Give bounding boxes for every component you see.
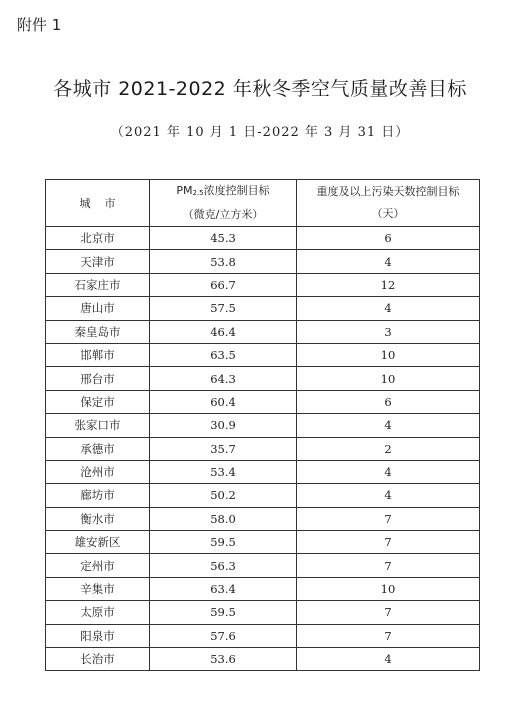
header-city: 城市 [46, 180, 150, 227]
table-row [46, 273, 480, 296]
header-days-label: 重度及以上污染天数控制目标 [316, 185, 460, 198]
cell-pm25: 30.9 [150, 414, 297, 437]
table-row [46, 484, 480, 507]
cell-city: 廊坊市 [46, 484, 150, 507]
table-row [46, 531, 480, 554]
cell-city: 张家口市 [46, 414, 150, 437]
cell-pm25: 53.6 [150, 648, 297, 671]
cell-days: 4 [297, 414, 480, 437]
cell-pm25: 58.0 [150, 507, 297, 530]
cell-pm25: 45.3 [150, 227, 297, 250]
cell-city: 唐山市 [46, 297, 150, 320]
cell-days: 4 [297, 484, 480, 507]
cell-days: 10 [297, 343, 480, 366]
document-title: 各城市 2021-2022 年秋冬季空气质量改善目标 [53, 78, 467, 100]
cell-city: 天津市 [46, 250, 150, 273]
cell-pm25: 66.7 [150, 273, 297, 296]
cell-days: 3 [297, 320, 480, 343]
cell-pm25: 50.2 [150, 484, 297, 507]
table-row [46, 390, 480, 413]
cell-pm25: 35.7 [150, 437, 297, 460]
table-row [46, 507, 480, 530]
header-pm25-subscript: 2.5 [192, 189, 204, 197]
cell-days: 6 [297, 390, 480, 413]
table-row [46, 601, 480, 624]
cell-pm25: 59.5 [150, 601, 297, 624]
header-days-unit: （天） [371, 207, 405, 220]
attachment-label: 附件 1 [17, 16, 62, 34]
cell-city: 石家庄市 [46, 273, 150, 296]
cell-pm25: 57.6 [150, 624, 297, 647]
cell-days: 7 [297, 554, 480, 577]
cell-days: 4 [297, 460, 480, 483]
cell-city: 衡水市 [46, 507, 150, 530]
cell-days: 4 [297, 297, 480, 320]
cell-pm25: 60.4 [150, 390, 297, 413]
header-pm25-label: 浓度控制目标 [203, 184, 270, 197]
table-row [46, 577, 480, 600]
cell-city: 邯郸市 [46, 343, 150, 366]
cell-days: 7 [297, 507, 480, 530]
cell-city: 秦皇岛市 [46, 320, 150, 343]
table-row [46, 460, 480, 483]
cell-days: 12 [297, 273, 480, 296]
header-pm25 [150, 180, 297, 227]
cell-pm25: 59.5 [150, 531, 297, 554]
document-subtitle: （2021 年 10 月 1 日-2022 年 3 月 31 日） [110, 125, 410, 140]
air-quality-targets-table [45, 179, 480, 671]
cell-city: 定州市 [46, 554, 150, 577]
table-row [46, 343, 480, 366]
cell-city: 北京市 [46, 227, 150, 250]
cell-pm25: 46.4 [150, 320, 297, 343]
cell-city: 沧州市 [46, 460, 150, 483]
header-pm25-unit: （微克/立方米） [182, 208, 264, 221]
cell-city: 太原市 [46, 601, 150, 624]
cell-days: 7 [297, 624, 480, 647]
cell-pm25: 64.3 [150, 367, 297, 390]
header-days [297, 180, 480, 227]
cell-days: 10 [297, 367, 480, 390]
table-row [46, 648, 480, 671]
cell-city: 雄安新区 [46, 531, 150, 554]
cell-pm25: 63.5 [150, 343, 297, 366]
cell-pm25: 57.5 [150, 297, 297, 320]
table-row [46, 320, 480, 343]
table-row [46, 227, 480, 250]
cell-days: 6 [297, 227, 480, 250]
cell-city: 长治市 [46, 648, 150, 671]
cell-days: 10 [297, 577, 480, 600]
cell-pm25: 53.4 [150, 460, 297, 483]
table-row [46, 554, 480, 577]
cell-city: 阳泉市 [46, 624, 150, 647]
cell-days: 4 [297, 648, 480, 671]
cell-days: 2 [297, 437, 480, 460]
table-header-row [46, 180, 480, 227]
header-pm25-prefix: PM [176, 184, 193, 197]
cell-pm25: 63.4 [150, 577, 297, 600]
cell-city: 辛集市 [46, 577, 150, 600]
table-row [46, 297, 480, 320]
cell-city: 承德市 [46, 437, 150, 460]
table-row [46, 414, 480, 437]
cell-city: 邢台市 [46, 367, 150, 390]
table-row [46, 437, 480, 460]
cell-pm25: 56.3 [150, 554, 297, 577]
cell-days: 7 [297, 601, 480, 624]
cell-city: 保定市 [46, 390, 150, 413]
table-row [46, 250, 480, 273]
cell-days: 7 [297, 531, 480, 554]
table-row [46, 624, 480, 647]
cell-days: 4 [297, 250, 480, 273]
table-row [46, 367, 480, 390]
cell-pm25: 53.8 [150, 250, 297, 273]
